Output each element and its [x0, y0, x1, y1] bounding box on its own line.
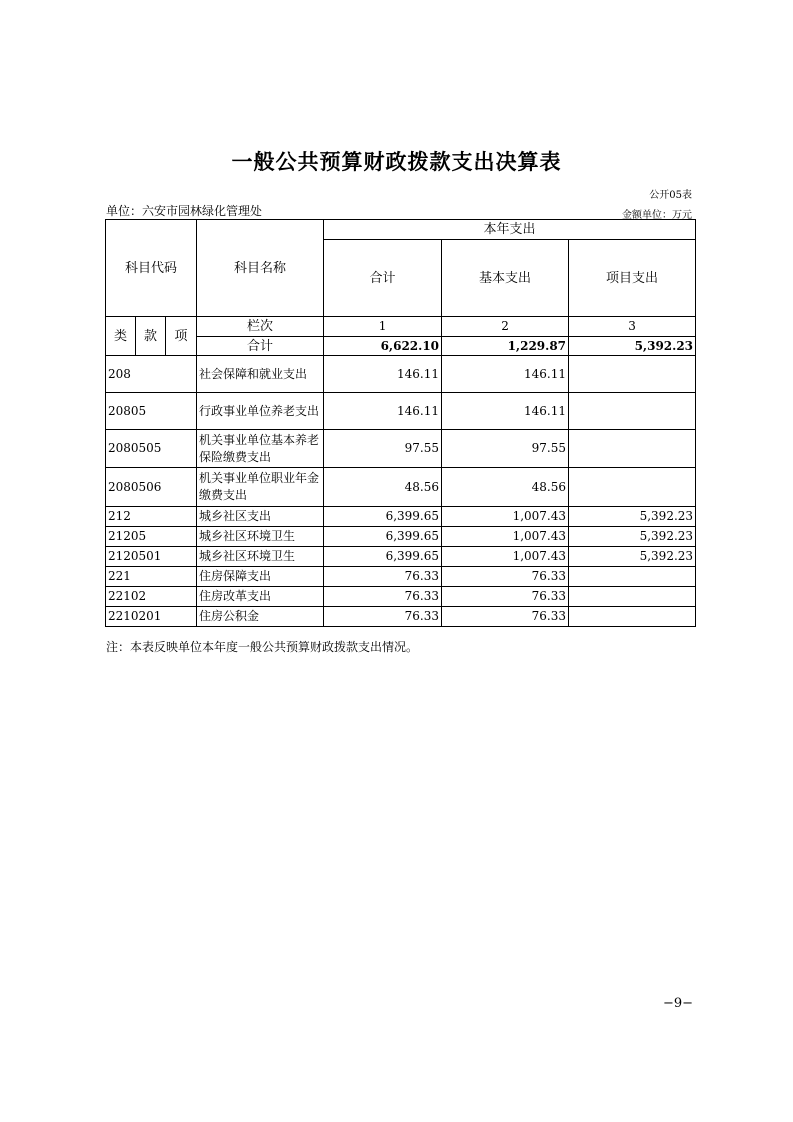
header-lanci: 栏次: [197, 317, 324, 337]
header-total: 合计: [324, 240, 442, 317]
header-this-year: 本年支出: [324, 220, 696, 240]
header-code: 科目代码: [106, 220, 197, 317]
row-total: 6,399.65: [324, 547, 442, 567]
row-code: 2080506: [106, 468, 197, 507]
column-number-2: 2: [442, 317, 569, 337]
row-basic: 1,007.43: [442, 527, 569, 547]
row-total: 97.55: [324, 430, 442, 468]
row-project: [569, 356, 696, 393]
row-project: [569, 430, 696, 468]
row-basic: 1,007.43: [442, 547, 569, 567]
row-code: 2210201: [106, 607, 197, 627]
table-row: [106, 547, 696, 567]
table-row: [106, 567, 696, 587]
row-name: 城乡社区环境卫生: [197, 547, 324, 567]
table-row: [106, 527, 696, 547]
row-total: 6,399.65: [324, 527, 442, 547]
row-code: 2120501: [106, 547, 197, 567]
header-basic: 基本支出: [442, 240, 569, 317]
row-name: 住房改革支出: [197, 587, 324, 607]
row-code: 20805: [106, 393, 197, 430]
row-name: 行政事业单位养老支出: [197, 393, 324, 430]
row-name: 机关事业单位基本养老保险缴费支出: [197, 430, 324, 468]
row-basic: 76.33: [442, 567, 569, 587]
header-lei: 类: [106, 317, 136, 356]
row-basic: 146.11: [442, 356, 569, 393]
row-project: [569, 587, 696, 607]
table-row: [106, 607, 696, 627]
total-row-basic: 1,229.87: [442, 337, 569, 356]
row-basic: 146.11: [442, 393, 569, 430]
row-basic: 48.56: [442, 468, 569, 507]
row-name: 城乡社区环境卫生: [197, 527, 324, 547]
page-title: 一般公共预算财政拨款支出决算表: [231, 150, 562, 174]
row-total: 76.33: [324, 567, 442, 587]
row-name: 住房保障支出: [197, 567, 324, 587]
row-project: 5,392.23: [569, 507, 696, 527]
table-row: [106, 393, 696, 430]
row-code: 22102: [106, 587, 197, 607]
row-project: [569, 567, 696, 587]
row-code: 208: [106, 356, 197, 393]
row-basic: 76.33: [442, 587, 569, 607]
header-project: 项目支出: [569, 240, 696, 317]
row-basic: 1,007.43: [442, 507, 569, 527]
total-row-project: 5,392.23: [569, 337, 696, 356]
row-total: 6,399.65: [324, 507, 442, 527]
column-number-3: 3: [569, 317, 696, 337]
row-total: 146.11: [324, 393, 442, 430]
row-project: [569, 393, 696, 430]
form-number: 公开05表: [649, 190, 692, 201]
amount-unit: 金额单位：万元: [622, 210, 692, 221]
unit-label: 单位：六安市园林绿化管理处: [106, 204, 263, 218]
row-project: [569, 468, 696, 507]
row-total: 48.56: [324, 468, 442, 507]
total-row-label: 合计: [197, 337, 324, 356]
row-code: 21205: [106, 527, 197, 547]
row-name: 城乡社区支出: [197, 507, 324, 527]
header-name: 科目名称: [197, 220, 324, 317]
page-number: −9−: [662, 996, 693, 1011]
table-row: [106, 430, 696, 468]
table-row: [106, 356, 696, 393]
row-code: 212: [106, 507, 197, 527]
row-project: 5,392.23: [569, 527, 696, 547]
row-code: 221: [106, 567, 197, 587]
header-kuan: 款: [136, 317, 166, 356]
expenditure-table: [105, 219, 696, 627]
footnote: 注：本表反映单位本年度一般公共预算财政拨款支出情况。: [106, 640, 419, 654]
row-total: 76.33: [324, 607, 442, 627]
header-xiang: 项: [166, 317, 197, 356]
row-project: [569, 607, 696, 627]
row-basic: 76.33: [442, 607, 569, 627]
row-code: 2080505: [106, 430, 197, 468]
table-row: [106, 507, 696, 527]
table-row: [106, 468, 696, 507]
column-number-1: 1: [324, 317, 442, 337]
row-name: 住房公积金: [197, 607, 324, 627]
row-total: 76.33: [324, 587, 442, 607]
row-name: 社会保障和就业支出: [197, 356, 324, 393]
table-row: [106, 587, 696, 607]
row-basic: 97.55: [442, 430, 569, 468]
row-name: 机关事业单位职业年金缴费支出: [197, 468, 324, 507]
total-row-total: 6,622.10: [324, 337, 442, 356]
row-project: 5,392.23: [569, 547, 696, 567]
row-total: 146.11: [324, 356, 442, 393]
